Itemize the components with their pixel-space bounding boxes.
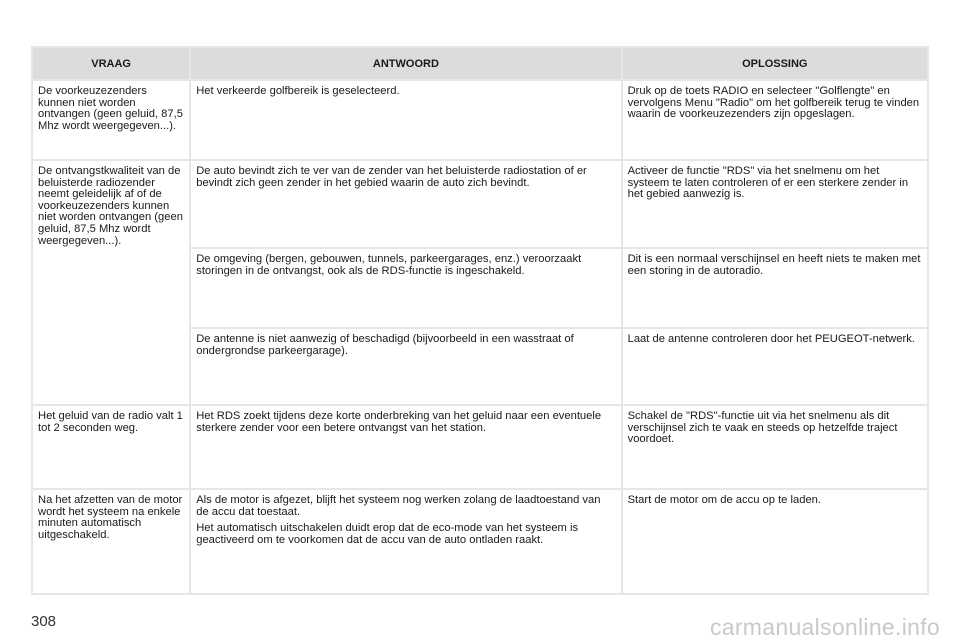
antwoord-cell xyxy=(191,329,620,404)
vraag-cell: De ontvangstkwaliteit van de beluisterde radiozender neemt geleidelijk af of de voorkeuzezenders kunnen niet worden ontvangen (geen geluid, 87,5 Mhz wordt weergegeven...). xyxy=(33,161,189,404)
antwoord-text: De antenne is niet aanwezig of beschadigd (bijvoorbeeld in een wasstraat of ondergrondse parkeergarage). xyxy=(196,333,574,357)
table-header-row xyxy=(33,48,927,79)
oplossing-cell: Dit is een normaal verschijnsel en heeft niets te maken met een storing in de autoradio. xyxy=(623,249,927,327)
antwoord-cell xyxy=(191,161,620,247)
antwoord-text: De omgeving (bergen, gebouwen, tunnels, parkeergarages, enz.) veroorzaakt storingen in de ontvangst, ook als de RDS-functie is ingeschakeld. xyxy=(196,253,582,277)
antwoord-cell xyxy=(191,490,620,593)
antwoord-cell xyxy=(191,406,620,488)
oplossing-cell: Schakel de "RDS"-functie uit via het snelmenu als dit verschijnsel zich te vaak en steeds op hetzelfde traject voordoet. xyxy=(623,406,927,488)
watermark: carmanualsonline.info xyxy=(709,614,940,640)
oplossing-cell: Laat de antenne controleren door het PEUGEOT-netwerk. xyxy=(623,329,927,404)
vraag-cell: Na het afzetten van de motor wordt het systeem na enkele minuten automatisch uitgeschakeld. xyxy=(33,490,189,593)
antwoord-text: Als de motor is afgezet, blijft het systeem nog werken zolang de laadtoestand van de accu dat toestaat. xyxy=(196,494,601,518)
oplossing-cell: Start de motor om de accu op te laden. xyxy=(623,490,927,593)
table-row xyxy=(33,490,927,593)
header-vraag: VRAAG xyxy=(33,48,189,79)
antwoord-cell xyxy=(191,249,620,327)
antwoord-cell xyxy=(191,81,620,159)
antwoord-text: De auto bevindt zich te ver van de zender van het beluisterde radiostation of er bevindt zich geen zender in het gebied waarin de auto zich bevindt. xyxy=(196,165,587,189)
oplossing-cell: Druk op de toets RADIO en selecteer "Golflengte" en vervolgens Menu "Radio" om het golfbereik terug te vinden waarin de voorkeuzezenders zijn opgeslagen. xyxy=(623,81,927,159)
table-row xyxy=(33,406,927,488)
table-row xyxy=(33,161,927,247)
table-row xyxy=(33,81,927,159)
antwoord-text: Het automatisch uitschakelen duidt erop dat de eco-mode van het systeem is geactiveerd om te voorkomen dat de accu van de auto ontladen raakt. xyxy=(196,522,579,546)
troubleshooting-table xyxy=(31,46,929,595)
antwoord-text: Het RDS zoekt tijdens deze korte onderbreking van het geluid naar een eventuele sterkere zender voor een betere ontvangst van het station. xyxy=(196,410,602,434)
antwoord-text: Het verkeerde golfbereik is geselecteerd. xyxy=(196,85,400,97)
page-number: 308 xyxy=(31,613,57,630)
vraag-cell: De voorkeuzezenders kunnen niet worden ontvangen (geen geluid, 87,5 Mhz wordt weergegeven...). xyxy=(33,81,189,159)
vraag-cell: Het geluid van de radio valt 1 tot 2 seconden weg. xyxy=(33,406,189,488)
header-antwoord: ANTWOORD xyxy=(191,48,620,79)
oplossing-cell: Activeer de functie "RDS" via het snelmenu om het systeem te laten controleren of er een sterkere zender in het gebied aanwezig is. xyxy=(623,161,927,247)
header-oplossing: OPLOSSING xyxy=(623,48,927,79)
